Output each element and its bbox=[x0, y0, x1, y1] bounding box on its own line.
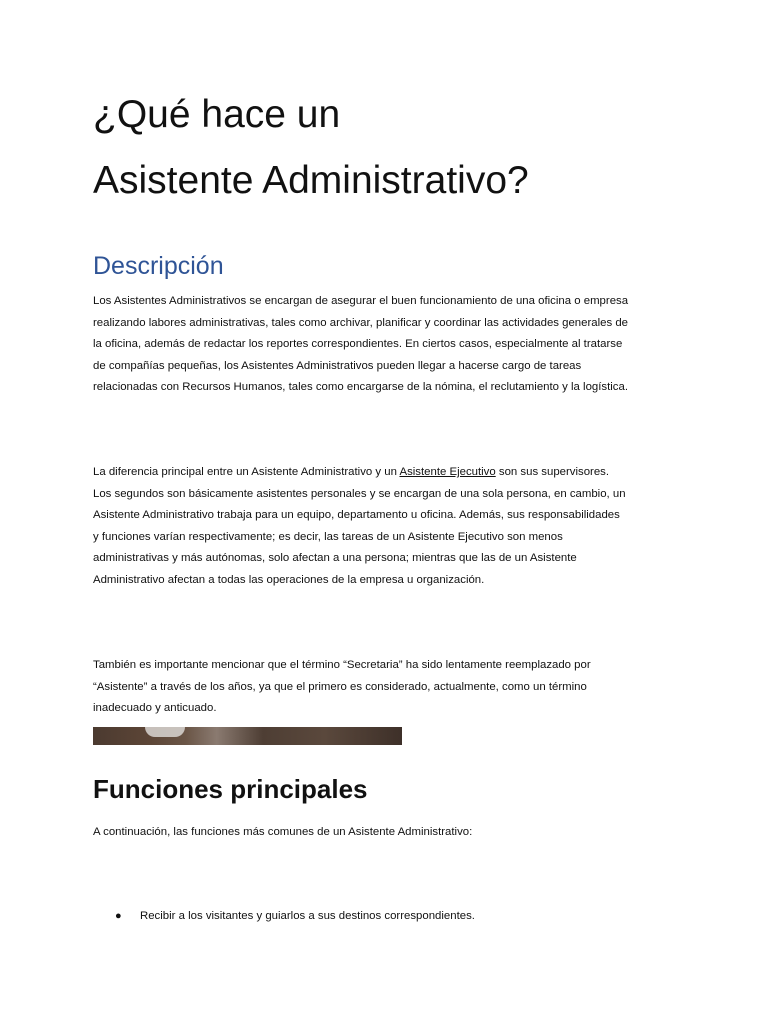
paragraph-line: También es importante mencionar que el término “Secretaria” ha sido lentamente reemplazado por bbox=[93, 659, 591, 671]
paragraph-line: Los Asistentes Administrativos se encargan de asegurar el buen funcionamiento de una oficina o empresa bbox=[93, 295, 629, 307]
description-paragraph-2 bbox=[93, 462, 693, 592]
page-title-line-1: ¿Qué hace un bbox=[93, 93, 341, 136]
paragraph-line: Los segundos son básicamente asistentes personales y se encargan de una sola persona, en cambio, un bbox=[93, 487, 626, 500]
description-paragraph-1 bbox=[93, 291, 693, 399]
list-item bbox=[115, 906, 475, 926]
functions-heading: Funciones principales bbox=[93, 774, 368, 804]
description-paragraph-3 bbox=[93, 655, 693, 720]
paragraph-line: realizando labores administrativas, tales como archivar, planificar y coordinar las actividades generales de bbox=[93, 316, 628, 329]
paragraph-line: de compañías pequeñas, los Asistentes Administrativos pueden llegar a hacerse cargo de tareas bbox=[93, 359, 582, 372]
cropped-photo bbox=[93, 727, 402, 745]
bullet-icon: ● bbox=[115, 910, 122, 922]
description-heading: Descripción bbox=[93, 252, 224, 280]
paragraph-line: y funciones varían respectivamente; es decir, las tareas de un Asistente Ejecutivo son menos bbox=[93, 530, 563, 543]
paragraph-line: “Asistente” a través de los años, ya que el primero es considerado, actualmente, como un término bbox=[93, 680, 587, 693]
list-item-text: Recibir a los visitantes y guiarlos a sus destinos correspondientes. bbox=[140, 910, 475, 922]
functions-intro: A continuación, las funciones más comunes de un Asistente Administrativo: bbox=[93, 826, 473, 838]
paragraph-line bbox=[93, 462, 693, 484]
functions-list bbox=[115, 906, 475, 926]
asistente-ejecutivo-link[interactable]: Asistente Ejecutivo bbox=[399, 466, 496, 478]
paragraph-line: relacionadas con Recursos Humanos, tales como encargarse de la nómina, el reclutamiento y la logística. bbox=[93, 381, 628, 394]
paragraph-line: la oficina, además de redactar los reportes correspondientes. En ciertos casos, especialmente al tratarse bbox=[93, 338, 623, 351]
paragraph-text: La diferencia principal entre un Asistente Administrativo y un bbox=[93, 466, 400, 478]
paragraph-text: son sus supervisores. bbox=[495, 466, 610, 478]
photo-highlight bbox=[145, 727, 185, 737]
page-title-line-2: Asistente Administrativo? bbox=[93, 159, 529, 202]
paragraph-line: administrativas y más autónomas, solo afectan a una persona; mientras que las de un Asistente bbox=[93, 552, 577, 565]
paragraph-line: Asistente Administrativo trabaja para un equipo, departamento u oficina. Además, sus responsabilidades bbox=[93, 509, 620, 522]
paragraph-line: Administrativo afectan a todas las operaciones de la empresa u organización. bbox=[93, 573, 485, 586]
paragraph-line: inadecuado y anticuado. bbox=[93, 702, 217, 715]
